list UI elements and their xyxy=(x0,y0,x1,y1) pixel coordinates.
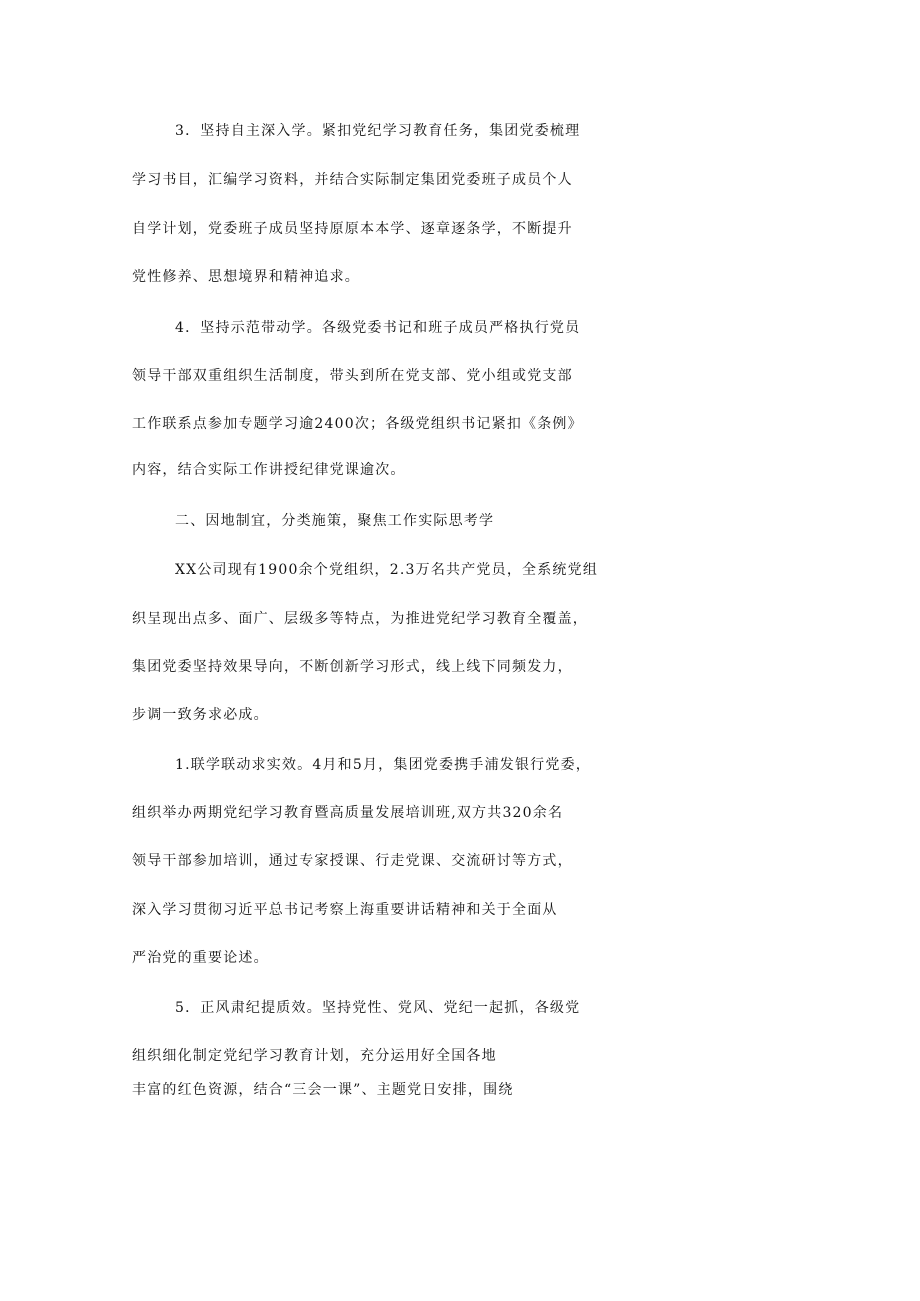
paragraph-4-line-1: 1.联学联动求实效。4月和5月，集团党委携手浦发银行党委， xyxy=(175,757,591,773)
paragraph-2-line-1: 4．坚持示范带动学。各级党委书记和班子成员严格执行党员 xyxy=(175,320,581,336)
paragraph-3-line-4: 步调一致务求必成。 xyxy=(132,707,269,723)
paragraph-1-line-4: 党性修养、思想境界和精神追求。 xyxy=(132,269,360,285)
paragraph-3-line-1: XX公司现有1900余个党组织，2.3万名共产党员，全系统党组 xyxy=(175,562,599,578)
paragraph-5-line-2: 组织细化制定党纪学习教育计划，充分运用好全国各地 xyxy=(132,1048,497,1064)
paragraph-1-line-3: 自学计划，党委班子成员坚持原原本本学、逐章逐条学，不断提升 xyxy=(132,221,573,237)
paragraph-1-line-1: 3．坚持自主深入学。紧扣党纪学习教育任务，集团党委梳理 xyxy=(175,123,581,139)
paragraph-2-line-3: 工作联系点参加专题学习逾2400次；各级党组织书记紧扣《条例》 xyxy=(132,416,583,432)
paragraph-2-line-2: 领导干部双重组织生活制度，带头到所在党支部、党小组或党支部 xyxy=(132,368,573,384)
paragraph-5-line-1: 5．正风肃纪提质效。坚持党性、党风、党纪一起抓，各级党 xyxy=(175,1000,581,1016)
paragraph-4-line-5: 严治党的重要论述。 xyxy=(132,950,269,966)
paragraph-3-line-3: 集团党委坚持效果导向，不断创新学习形式，线上线下同频发力， xyxy=(132,659,573,675)
paragraph-5-line-3: 丰富的红色资源，结合“三会一课”、主题党日安排，围绕 xyxy=(132,1082,514,1098)
paragraph-3-line-2: 织呈现出点多、面广、层级多等特点，为推进党纪学习教育全覆盖， xyxy=(132,611,588,627)
paragraph-4-line-3: 领导干部参加培训，通过专家授课、行走党课、交流研讨等方式， xyxy=(132,853,573,869)
paragraph-2-line-4: 内容，结合实际工作讲授纪律党课逾次。 xyxy=(132,462,406,478)
paragraph-1-line-2: 学习书目，汇编学习资料，并结合实际制定集团党委班子成员个人 xyxy=(132,172,573,188)
paragraph-4-line-4: 深入学习贯彻习近平总书记考察上海重要讲话精神和关于全面从 xyxy=(132,902,558,918)
paragraph-4-line-2: 组织举办两期党纪学习教育暨高质量发展培训班,双方共320余名 xyxy=(132,805,564,821)
section-heading: 二、因地制宜，分类施策，聚焦工作实际思考学 xyxy=(175,513,495,529)
